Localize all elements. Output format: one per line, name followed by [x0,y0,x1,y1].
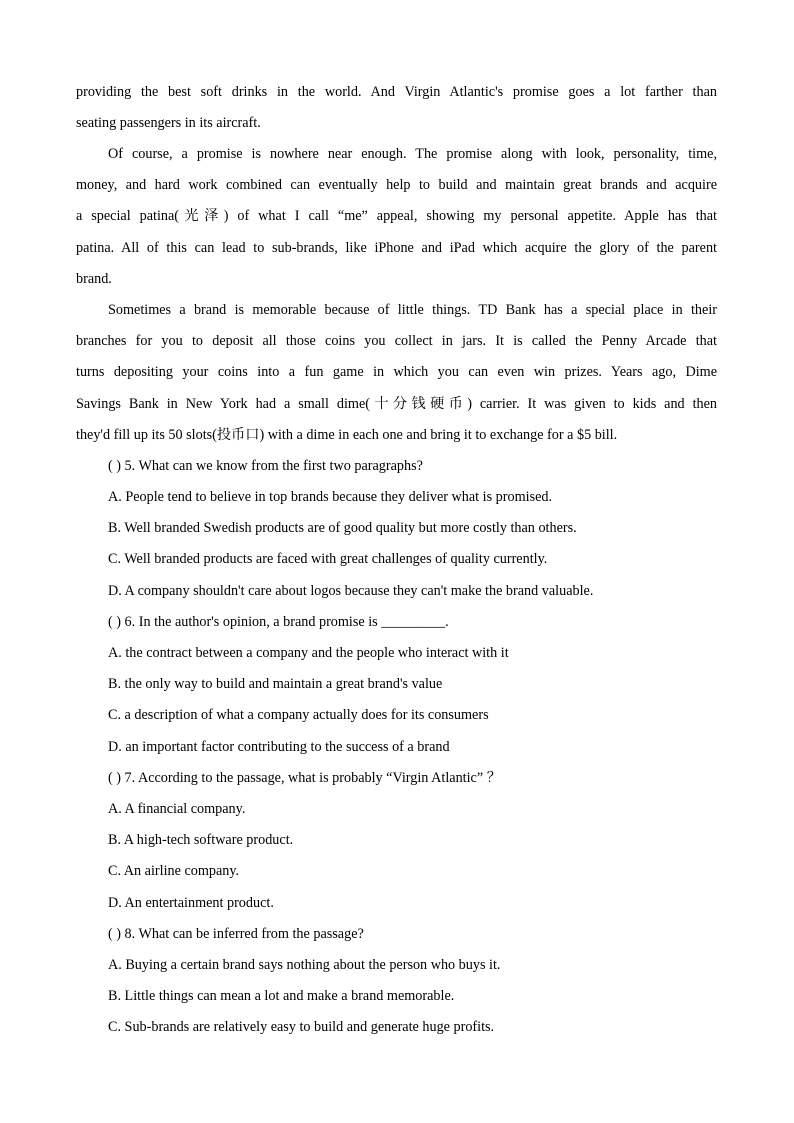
question-7-option-c: C. An airline company. [108,863,240,879]
passage-paragraph-3 [76,295,717,451]
question-6-option-d: D. an important factor contributing to the success of a brand [108,739,450,755]
text-line: providing the best soft drinks in the world. And Virgin Atlantic's promise goes a lot farther than [76,84,717,100]
question-5-stem: ( ) 5. What can we know from the first two paragraphs? [108,458,423,474]
question-5-option-b: B. Well branded Swedish products are of good quality but more costly than others. [108,520,577,536]
question-8-option-a: A. Buying a certain brand says nothing about the person who buys it. [108,957,501,973]
passage-paragraph-2 [76,139,717,295]
text-line: a special patina(光泽) of what I call “me” appeal, showing my personal appetite. Apple has that [76,208,717,225]
question-6-option-c: C. a description of what a company actually does for its consumers [108,707,489,723]
text-line: Sometimes a brand is memorable because of little things. TD Bank has a special place in their [108,302,717,318]
question-8-option-b: B. Little things can mean a lot and make a brand memorable. [108,988,455,1004]
question-7-stem: ( ) 7. According to the passage, what is probably “Virgin Atlantic” ？ [108,770,501,786]
question-5-option-a: A. People tend to believe in top brands because they deliver what is promised. [108,489,553,505]
text-line: they'd fill up its 50 slots(投币口) with a dime in each one and bring it to exchange for a $5 bill. [76,426,618,443]
question-6-option-a: A. the contract between a company and the people who interact with it [108,645,509,661]
question-5-option-d: D. A company shouldn't care about logos because they can't make the brand valuable. [108,583,594,599]
passage-paragraph-1 [76,77,717,139]
question-5-option-c: C. Well branded products are faced with great challenges of quality currently. [108,551,548,567]
question-6-option-b: B. the only way to build and maintain a great brand's value [108,676,443,692]
question-7-option-b: B. A high-tech software product. [108,832,294,848]
text-line: patina. All of this can lead to sub-brands, like iPhone and iPad which acquire the glory of the parent [76,239,717,256]
question-8-stem: ( ) 8. What can be inferred from the passage? [108,926,364,942]
question-8-option-c: C. Sub-brands are relatively easy to build and generate huge profits. [108,1019,495,1035]
text-line: seating passengers in its aircraft. [76,115,261,132]
question-7-option-a: A. A financial company. [108,801,246,817]
text-line: Of course, a promise is nowhere near enough. The promise along with look, personality, time, [108,146,717,162]
text-line: money, and hard work combined can eventually help to build and maintain great brands and acquire [76,177,717,194]
text-line: brand. [76,270,112,287]
question-6-stem: ( ) 6. In the author's opinion, a brand promise is _________. [108,614,449,630]
text-line: branches for you to deposit all those coins you collect in jars. It is called the Penny Arcade that [76,333,717,350]
text-line: turns depositing your coins into a fun game in which you can even win prizes. Years ago, Dime [76,364,717,381]
text-line: Savings Bank in New York had a small dime(十分钱硬币) carrier. It was given to kids and then [76,395,717,412]
question-7-option-d: D. An entertainment product. [108,895,274,911]
